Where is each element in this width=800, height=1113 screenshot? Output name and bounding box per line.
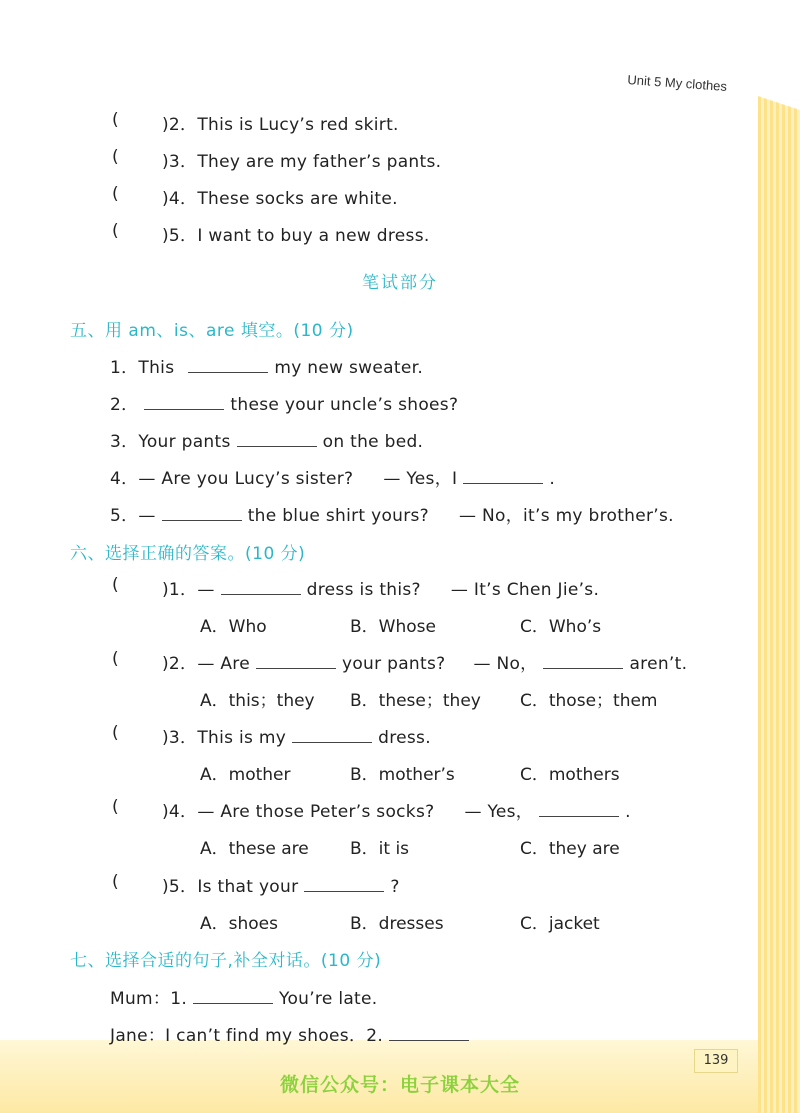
- option-c[interactable]: C．jacket: [520, 914, 600, 934]
- option-c[interactable]: C．those；them: [520, 691, 658, 711]
- item-text: )4．These socks are white.: [162, 189, 398, 209]
- answer-paren[interactable]: (: [112, 649, 119, 669]
- question-text: 4．— Are you Lucy’s sister?: [110, 469, 354, 489]
- question-text: ?: [390, 877, 400, 897]
- answer-paren[interactable]: (: [112, 575, 119, 595]
- watermark-text: 微信公众号：电子课本大全: [279, 1074, 520, 1096]
- s6-question-2: [162, 649, 687, 674]
- dialog-line-2: [110, 1021, 475, 1046]
- fill-blank[interactable]: [256, 652, 336, 669]
- fill-blank[interactable]: [304, 875, 384, 892]
- question-text: .: [625, 802, 631, 822]
- question-text: your pants?: [341, 654, 446, 674]
- option-b[interactable]: B．it is: [350, 839, 410, 859]
- fill-blank[interactable]: [389, 1024, 469, 1041]
- question-text: on the bed.: [322, 432, 424, 452]
- s5-question-3: [110, 427, 423, 452]
- option-a[interactable]: A．Who: [200, 617, 267, 637]
- answer-paren[interactable]: (: [112, 110, 119, 130]
- fill-blank[interactable]: [463, 467, 543, 484]
- option-b[interactable]: B．dresses: [350, 914, 444, 934]
- answer-paren[interactable]: (: [112, 723, 119, 743]
- section-6-title: 六、选择正确的答案。(10 分): [70, 544, 306, 564]
- question-text: 3．Your pants: [110, 432, 231, 452]
- fill-blank[interactable]: [292, 726, 372, 743]
- question-text: 5．—: [110, 506, 156, 526]
- section-5-title: 五、用 am、is、are 填空。(10 分): [70, 321, 354, 341]
- dialog-text: You’re late.: [279, 989, 378, 1009]
- fill-blank[interactable]: [162, 504, 242, 521]
- page-number: 139: [694, 1049, 738, 1073]
- book-page-edge: [758, 96, 800, 1113]
- item-text: )3．They are my father’s pants.: [162, 152, 442, 172]
- fill-blank[interactable]: [188, 356, 268, 373]
- option-b[interactable]: B．these；they: [350, 691, 481, 711]
- item-text: )5．I want to buy a new dress.: [162, 226, 430, 246]
- question-text: these your uncle’s shoes?: [230, 395, 459, 415]
- answer-paren[interactable]: (: [112, 797, 119, 817]
- option-c[interactable]: C．mothers: [520, 765, 620, 785]
- s6-question-3: [162, 723, 431, 748]
- question-text: 1．This: [110, 358, 175, 378]
- answer-paren[interactable]: (: [112, 184, 119, 204]
- question-text: )3．This is my: [162, 728, 287, 748]
- fill-blank[interactable]: [193, 987, 273, 1004]
- s6-question-1: [162, 575, 599, 600]
- question-text: dress.: [378, 728, 431, 748]
- option-c[interactable]: C．they are: [520, 839, 620, 859]
- unit-header: Unit 5 My clothes: [626, 72, 728, 94]
- question-text: )2．— Are: [162, 654, 250, 674]
- question-text: )1．—: [162, 580, 215, 600]
- written-part-title: 笔试部分: [362, 273, 438, 293]
- question-text: — No，it’s my brother’s.: [459, 506, 674, 526]
- section-7-title: 七、选择合适的句子,补全对话。(10 分): [70, 951, 382, 971]
- s5-question-1: [110, 353, 423, 378]
- option-a[interactable]: A．these are: [200, 839, 309, 859]
- fill-blank[interactable]: [237, 430, 317, 447]
- s6-question-5: [162, 872, 400, 897]
- s5-question-4: [110, 464, 555, 489]
- answer-paren[interactable]: (: [112, 221, 119, 241]
- question-text: — Yes，I: [383, 469, 458, 489]
- question-text: )5．Is that your: [162, 877, 299, 897]
- question-text: — No，: [473, 654, 538, 674]
- question-text: .: [549, 469, 556, 489]
- option-a[interactable]: A．this；they: [200, 691, 315, 711]
- question-text: — Yes，: [464, 802, 534, 822]
- question-text: dress is this?: [306, 580, 421, 600]
- question-text: )4．— Are those Peter’s socks?: [162, 802, 435, 822]
- question-text: the blue shirt yours?: [247, 506, 429, 526]
- item-text: )2．This is Lucy’s red skirt.: [162, 115, 399, 135]
- fill-blank[interactable]: [539, 800, 619, 817]
- option-b[interactable]: B．mother’s: [350, 765, 455, 785]
- fill-blank[interactable]: [221, 578, 301, 595]
- dialog-line-1: [110, 984, 377, 1009]
- question-text: — It’s Chen Jie’s.: [450, 580, 600, 600]
- option-b[interactable]: B．Whose: [350, 617, 436, 637]
- option-a[interactable]: A．shoes: [200, 914, 278, 934]
- question-text: my new sweater.: [274, 358, 424, 378]
- fill-blank[interactable]: [144, 393, 224, 410]
- s6-question-4: [162, 797, 631, 822]
- question-text: 2．: [110, 395, 139, 415]
- option-a[interactable]: A．mother: [200, 765, 291, 785]
- s5-question-5: [110, 501, 674, 526]
- question-text: aren’t.: [629, 654, 688, 674]
- option-c[interactable]: C．Who’s: [520, 617, 602, 637]
- answer-paren[interactable]: (: [112, 147, 119, 167]
- s5-question-2: [110, 390, 458, 415]
- speaker-text: Jane：I can’t find my shoes．2.: [110, 1026, 384, 1046]
- speaker-text: Mum：1.: [110, 989, 188, 1009]
- fill-blank[interactable]: [543, 652, 623, 669]
- answer-paren[interactable]: (: [112, 872, 119, 892]
